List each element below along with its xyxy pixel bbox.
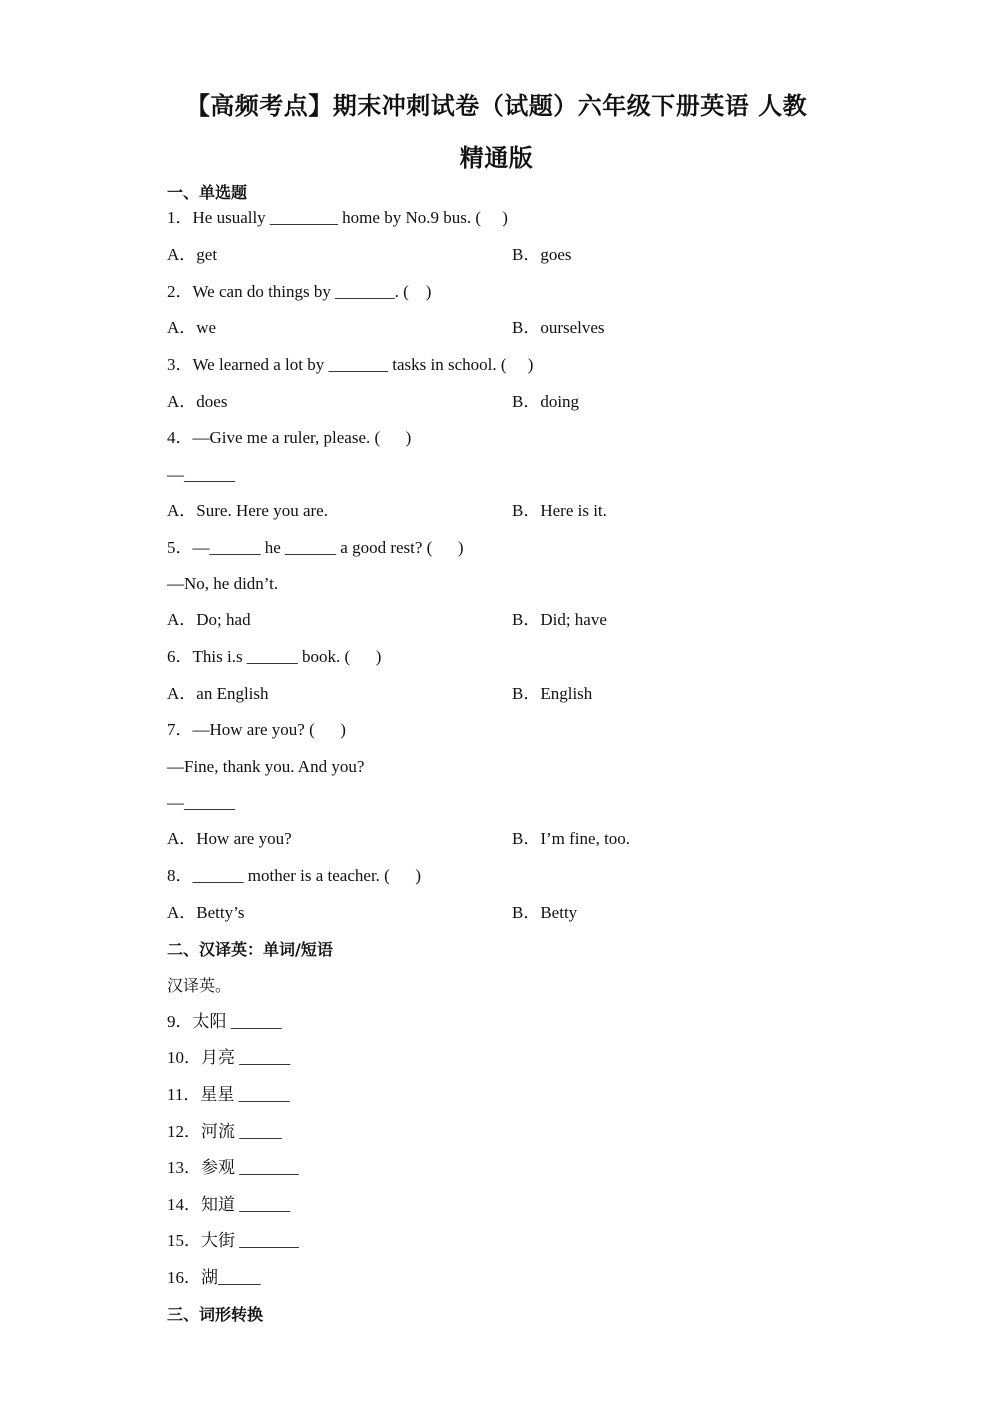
translation-item: 15．大街 _______ bbox=[167, 1231, 299, 1250]
question-7-response-2: —______ bbox=[167, 793, 235, 812]
translation-item: 11．星星 ______ bbox=[167, 1085, 290, 1104]
translation-instruction: 汉译英。 bbox=[167, 976, 232, 995]
question-6-option-b: B．English bbox=[512, 684, 593, 703]
question-7-option-b: B．I’m fine, too. bbox=[512, 829, 631, 848]
question-8-stem: 8．______ mother is a teacher. ( ) bbox=[167, 866, 421, 885]
question-4-stem: 4．—Give me a ruler, please. ( ) bbox=[167, 428, 412, 447]
translation-item: 10．月亮 ______ bbox=[167, 1048, 291, 1067]
translation-item: 9．太阳 ______ bbox=[167, 1012, 282, 1031]
question-4-option-b: B．Here is it. bbox=[512, 501, 607, 520]
section-heading-translation: 二、汉译英：单词/短语 bbox=[167, 940, 333, 959]
question-7-option-a: A．How are you? bbox=[167, 829, 292, 848]
page-title-line1: 【高频考点】期末冲刺试卷（试题）六年级下册英语 人教 bbox=[185, 92, 808, 120]
section-heading-word-forms: 三、词形转换 bbox=[167, 1305, 264, 1324]
translation-item: 14．知道 ______ bbox=[167, 1195, 291, 1214]
question-6-option-a: A．an English bbox=[167, 684, 269, 703]
question-3-stem: 3．We learned a lot by _______ tasks in school. ( ) bbox=[167, 355, 534, 374]
question-5-option-a: A．Do; had bbox=[167, 610, 251, 629]
question-1-option-b: B．goes bbox=[512, 245, 572, 264]
section-heading-multiple-choice: 一、单选题 bbox=[167, 183, 248, 202]
question-5-option-b: B．Did; have bbox=[512, 610, 607, 629]
question-3-option-b: B．doing bbox=[512, 392, 580, 411]
question-6-stem: 6．This i.s ______ book. ( ) bbox=[167, 647, 382, 666]
question-2-option-a: A．we bbox=[167, 318, 217, 337]
question-5-response: —No, he didn’t. bbox=[167, 574, 279, 593]
question-3-option-a: A．does bbox=[167, 392, 228, 411]
question-5-stem: 5．—______ he ______ a good rest? ( ) bbox=[167, 538, 464, 557]
question-8-option-a: A．Betty’s bbox=[167, 903, 245, 922]
question-1-stem: 1．He usually ________ home by No.9 bus. ( ) bbox=[167, 208, 508, 227]
question-2-stem: 2．We can do things by _______. ( ) bbox=[167, 282, 432, 301]
translation-item: 12．河流 _____ bbox=[167, 1122, 282, 1141]
question-4-response: —______ bbox=[167, 465, 235, 484]
question-2-option-b: B．ourselves bbox=[512, 318, 605, 337]
question-4-option-a: A．Sure. Here you are. bbox=[167, 501, 328, 520]
question-1-option-a: A．get bbox=[167, 245, 218, 264]
translation-item: 16．湖_____ bbox=[167, 1268, 261, 1287]
page-title-line2: 精通版 bbox=[459, 144, 534, 172]
question-7-stem: 7．—How are you? ( ) bbox=[167, 720, 346, 739]
translation-item: 13．参观 _______ bbox=[167, 1158, 299, 1177]
question-7-response-1: —Fine, thank you. And you? bbox=[167, 757, 365, 776]
question-8-option-b: B．Betty bbox=[512, 903, 578, 922]
